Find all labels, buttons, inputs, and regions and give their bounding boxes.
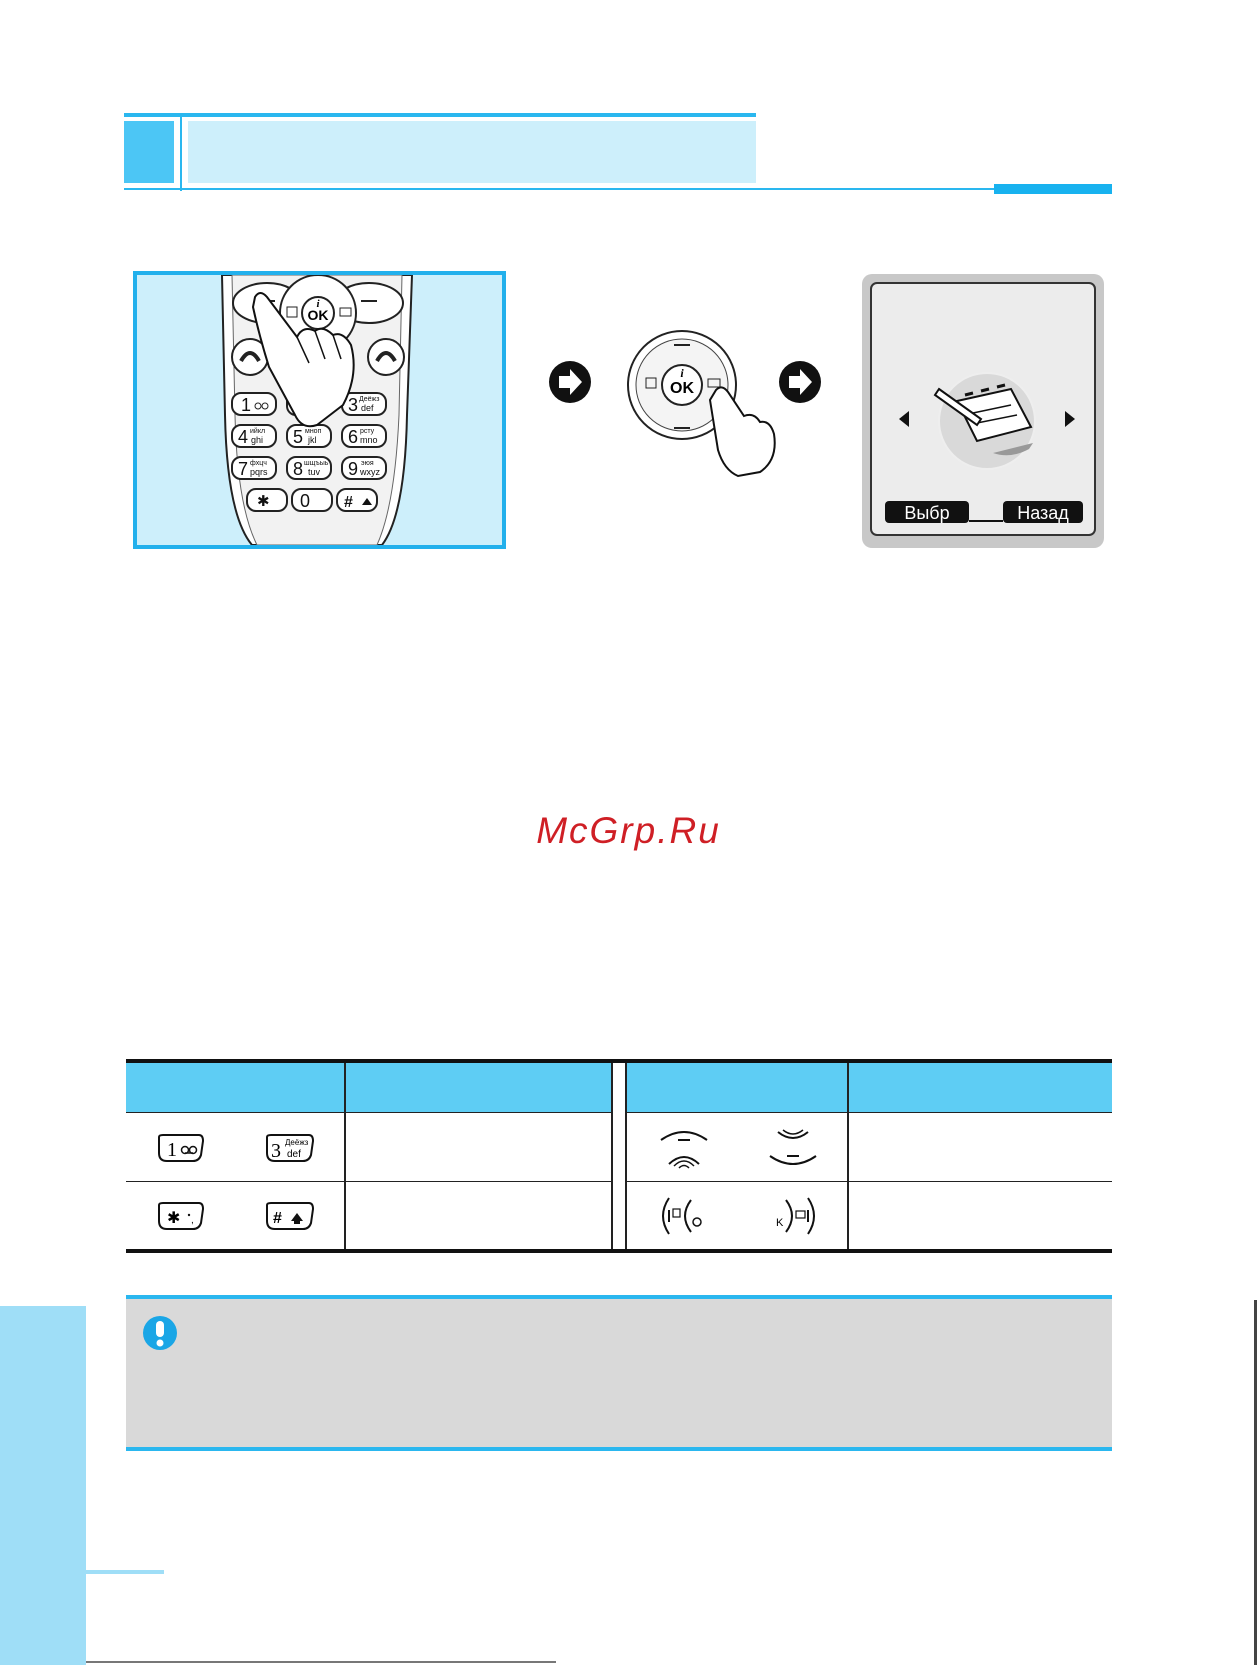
key-hash-icon-glyph: #	[273, 1210, 282, 1227]
key-3-digit: 3	[348, 395, 359, 415]
softkey-right-label: Назад	[1017, 503, 1069, 523]
nav-right-icon	[768, 1194, 818, 1238]
key-0-digit: 0	[300, 491, 311, 511]
key-7-cyr: фхцч	[250, 460, 267, 467]
key-3-cyr: Деёжз	[359, 396, 380, 403]
table-row	[126, 1116, 344, 1180]
table-row-line	[627, 1181, 1112, 1182]
key-4-cyr: ийкл	[250, 428, 266, 435]
key-5-cyr: мноп	[305, 428, 322, 435]
info-label: i	[316, 298, 320, 310]
footer-rule	[86, 1661, 556, 1663]
key-6-digit: 6	[348, 427, 359, 447]
chapter-square	[124, 121, 174, 183]
key-9-digit: 9	[348, 459, 359, 479]
table-bottom-rule	[126, 1249, 1112, 1253]
table-header-cell	[126, 1063, 344, 1112]
table-row	[629, 1184, 847, 1248]
header-divider	[180, 113, 182, 191]
table-header-cell	[849, 1063, 1112, 1112]
key-8-digit: 8	[293, 459, 304, 479]
key-star: ✱	[257, 493, 270, 510]
key-8-sub: tuv	[308, 467, 321, 477]
nav-key-illustration	[548, 300, 832, 480]
table-col-line	[847, 1063, 849, 1249]
table-gap-column	[611, 1063, 627, 1249]
watermark: McGrp.Ru	[536, 810, 721, 851]
key-3-icon-sub: def	[287, 1149, 301, 1160]
key-7-sub: pqrs	[250, 467, 268, 477]
table-header-cell	[627, 1063, 847, 1112]
arrow-right-circle-icon	[549, 361, 591, 403]
key-4-sub: ghi	[251, 435, 264, 445]
key-hash: #	[344, 494, 353, 511]
nav-info-label: i	[680, 366, 684, 380]
table-col-line	[344, 1063, 346, 1249]
header-title-band	[188, 121, 756, 183]
key-5-sub: jkl	[308, 435, 317, 445]
phone-screen	[861, 273, 1105, 549]
nav-up-icon	[659, 1126, 709, 1170]
key-8-cyr: шщъыь	[304, 460, 329, 467]
side-accent-line	[86, 1570, 164, 1574]
key-5-digit: 5	[293, 427, 304, 447]
key-4-digit: 4	[238, 427, 249, 447]
side-color-bar	[0, 1306, 86, 1665]
softkey-left-label: Выбр	[904, 503, 950, 523]
key-1-digit: 1	[241, 395, 252, 415]
key-3-icon-digit: 3	[271, 1140, 281, 1162]
key-3-icon-cyr: Деёжз	[285, 1138, 309, 1147]
table-header-cell	[346, 1063, 611, 1112]
nav-ok-label: OK	[670, 380, 694, 397]
key-3-icon	[263, 1133, 315, 1163]
arrow-right-circle-icon	[779, 361, 821, 403]
svg-text:,: ,	[191, 1215, 194, 1226]
note-box	[126, 1295, 1112, 1451]
nav-left-icon	[659, 1194, 709, 1238]
key-9-cyr: эюя	[361, 460, 374, 467]
key-star-icon	[155, 1201, 205, 1231]
table-row	[126, 1184, 344, 1248]
key-1-icon	[155, 1133, 205, 1163]
keypad-illustration	[133, 271, 506, 549]
table-row-line	[126, 1112, 611, 1113]
key-star-icon-glyph: ✱	[167, 1210, 181, 1227]
header-top-rule	[124, 113, 756, 117]
header-accent-bar	[994, 184, 1112, 194]
key-3-sub: def	[361, 403, 374, 413]
table-row-line	[627, 1112, 1112, 1113]
key-7-digit: 7	[238, 459, 249, 479]
ok-label: OK	[307, 307, 329, 323]
key-9-sub: wxyz	[360, 467, 380, 477]
svg-text:K: K	[775, 1217, 783, 1229]
nav-down-icon	[768, 1126, 818, 1170]
table-row-line	[126, 1181, 611, 1182]
key-1-icon-digit: 1	[167, 1139, 177, 1161]
header-bottom-rule	[124, 188, 1112, 190]
table-row	[629, 1116, 847, 1180]
key-6-sub: mno	[360, 435, 378, 445]
key-6-cyr: рсту	[360, 428, 375, 435]
key-hash-icon	[263, 1201, 315, 1231]
exclamation-icon	[142, 1315, 178, 1351]
